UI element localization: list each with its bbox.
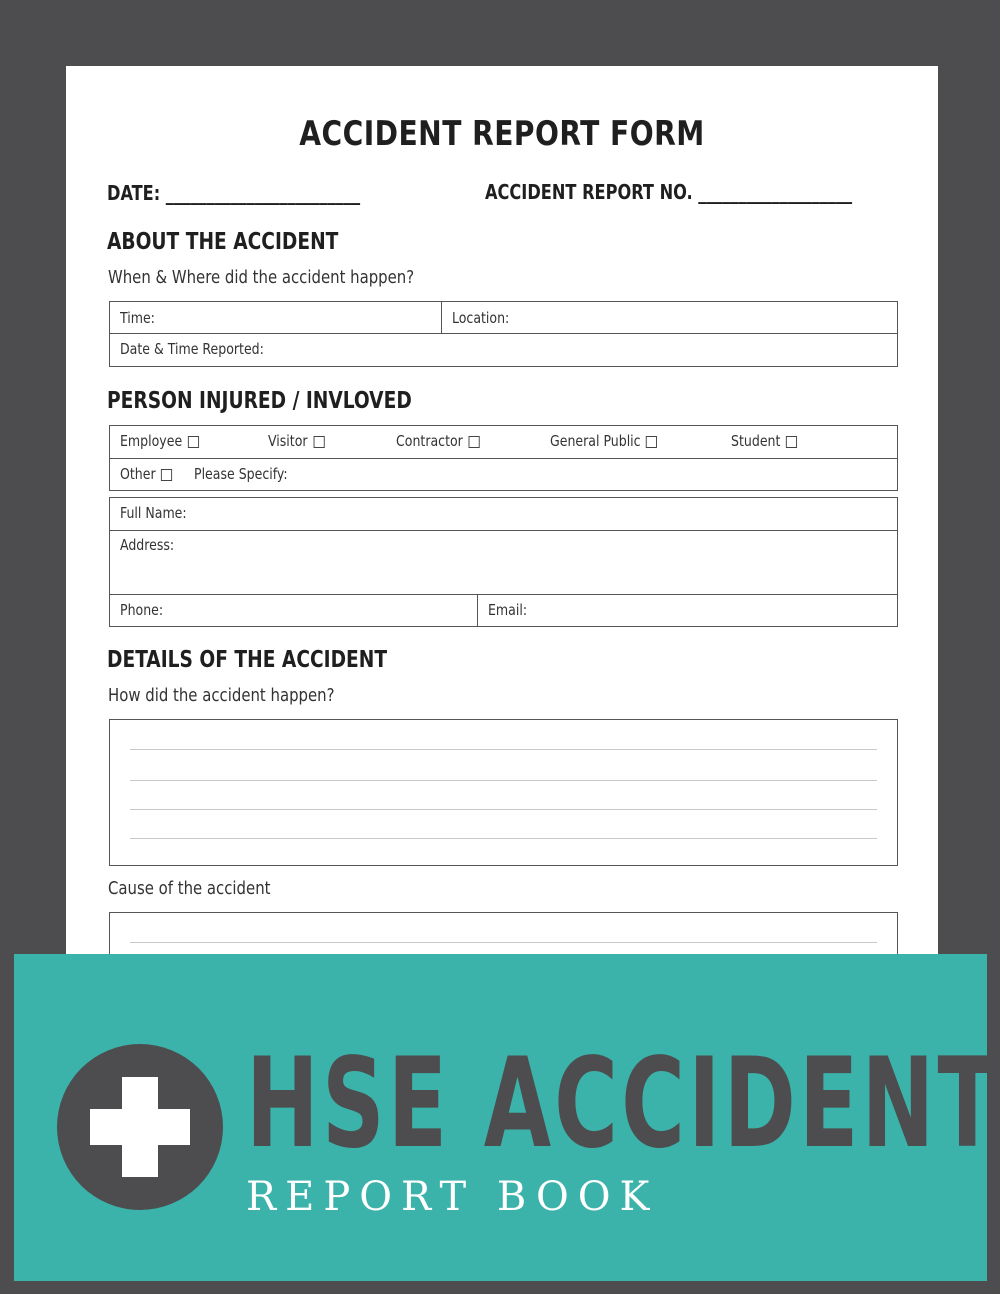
form-title: ACCIDENT REPORT FORM [299,114,705,154]
phone-label: Phone: [120,601,164,619]
checkbox-other[interactable]: Other [120,465,172,483]
date-time-reported-label: Date & Time Reported: [120,340,264,358]
how-question: How did the accident happen? [108,685,335,706]
section-person-injured: PERSON INJURED / INVLOVED [107,388,412,414]
cover-banner [14,954,1000,1281]
email-label: Email: [488,601,528,619]
checkbox-student[interactable]: Student [731,432,797,450]
section-about-accident: ABOUT THE ACCIDENT [107,229,339,255]
checkbox-square-icon[interactable] [468,436,479,448]
time-field-label: Time: [120,309,155,327]
form-page [66,66,938,1066]
cover-subtitle: REPORT BOOK [246,1174,659,1220]
location-field-label: Location: [452,309,510,327]
cause-question: Cause of the accident [108,878,271,899]
report-number-field-label: ACCIDENT REPORT NO. ___________________ [485,180,853,204]
medical-cross-icon [57,1044,223,1210]
checkbox-square-icon[interactable] [188,436,199,448]
checkbox-square-icon[interactable] [313,436,324,448]
please-specify-label: Please Specify: [194,465,288,483]
about-question: When & Where did the accident happen? [108,267,415,288]
checkbox-employee[interactable]: Employee [120,432,199,450]
date-field-label: DATE: ________________________ [107,181,361,205]
checkbox-visitor[interactable]: Visitor [268,432,324,450]
how-answer-box[interactable] [109,719,898,866]
checkbox-contractor[interactable]: Contractor [396,432,480,450]
address-label: Address: [120,536,175,554]
checkbox-general-public[interactable]: General Public [550,432,657,450]
checkbox-square-icon[interactable] [161,469,172,481]
full-name-label: Full Name: [120,504,187,522]
checkbox-square-icon[interactable] [786,436,797,448]
section-details-accident: DETAILS OF THE ACCIDENT [107,647,388,673]
checkbox-square-icon[interactable] [646,436,657,448]
cover-title: HSE ACCIDENT [246,1032,1000,1176]
